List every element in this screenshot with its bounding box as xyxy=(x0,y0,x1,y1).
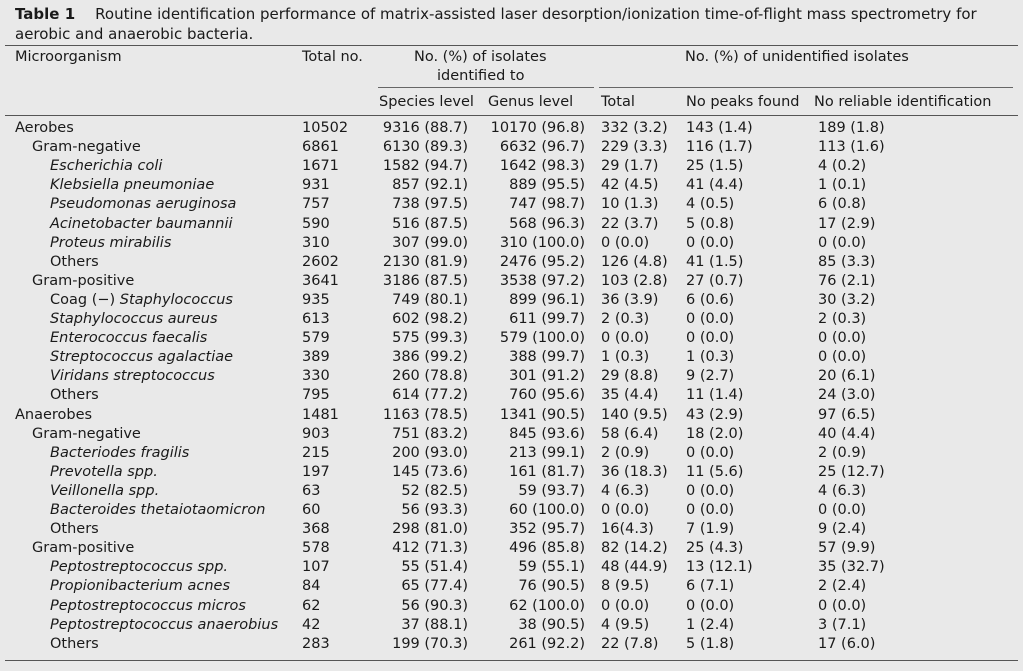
cell-unidentified-total: 103 (2.8) xyxy=(601,272,668,289)
header-total-no: Total no. xyxy=(302,49,363,65)
cell-unidentified-total: 0 (0.0) xyxy=(601,502,650,518)
cell-unidentified-total: 2 (0.3) xyxy=(601,311,650,327)
cell-no-peaks: 43 (2.9) xyxy=(686,406,744,423)
cell-species-level: 614 (77.2) xyxy=(392,387,468,404)
table-row xyxy=(0,348,1023,367)
cell-no-peaks: 6 (7.1) xyxy=(686,578,735,595)
cell-unidentified-total: 4 (9.5) xyxy=(601,616,650,633)
cell-microorganism: Escherichia coli xyxy=(50,158,163,175)
cell-genus-level: 59 (93.7) xyxy=(518,482,585,499)
cell-no-peaks: 1 (0.3) xyxy=(686,349,735,366)
cell-unidentified-total: 16(4.3) xyxy=(601,521,654,538)
cell-species-level: 1582 (94.7) xyxy=(382,158,468,175)
cell-species-level: 3186 (87.5) xyxy=(382,272,468,289)
cell-unidentified-total: 0 (0.0) xyxy=(601,234,650,251)
table-row xyxy=(0,195,1023,214)
cell-microorganism: Coag (−) Staphylococcus xyxy=(50,291,233,308)
cell-unidentified-total: 229 (3.3) xyxy=(601,139,668,156)
cell-total: 215 xyxy=(302,444,330,461)
cell-species-level: 145 (73.6) xyxy=(392,463,468,480)
cell-unidentified-total: 332 (3.2) xyxy=(601,120,668,136)
cell-total: 935 xyxy=(302,291,330,308)
cell-total: 62 xyxy=(302,597,321,614)
cell-microorganism: Prevotella spp. xyxy=(50,463,158,480)
cell-no-peaks: 0 (0.0) xyxy=(686,502,735,518)
cell-no-reliable: 113 (1.6) xyxy=(818,139,885,156)
cell-microorganism: Streptococcus agalactiae xyxy=(50,349,234,366)
cell-unidentified-total: 2 (0.9) xyxy=(601,444,650,461)
cell-species-level: 52 (82.5) xyxy=(401,482,468,499)
table-row xyxy=(0,329,1023,348)
cell-species-level: 56 (93.3) xyxy=(401,502,468,518)
cell-genus-level: 760 (95.6) xyxy=(509,387,585,404)
cell-microorganism: Others xyxy=(50,253,99,270)
cell-microorganism: Anaerobes xyxy=(15,406,93,423)
cell-no-reliable: 1 (0.1) xyxy=(818,177,867,194)
cell-microorganism: Bacteriodes fragilis xyxy=(50,444,190,461)
cell-no-peaks: 1 (2.4) xyxy=(686,616,735,633)
cell-total: 42 xyxy=(302,616,321,633)
cell-microorganism: Viridans streptococcus xyxy=(50,368,215,385)
cell-total: 63 xyxy=(302,482,321,499)
cell-no-peaks: 0 (0.0) xyxy=(686,444,735,461)
cell-no-reliable: 0 (0.0) xyxy=(818,502,867,518)
cell-species-level: 2130 (81.9) xyxy=(382,253,468,270)
table-row xyxy=(0,444,1023,463)
cell-no-reliable: 76 (2.1) xyxy=(818,272,876,289)
cell-no-peaks: 25 (4.3) xyxy=(686,540,744,557)
cell-total: 6861 xyxy=(302,139,339,156)
cell-species-level: 56 (90.3) xyxy=(401,597,468,614)
cell-unidentified-total: 35 (4.4) xyxy=(601,387,659,404)
cell-species-level: 412 (71.3) xyxy=(392,540,468,557)
cell-total: 84 xyxy=(302,578,321,595)
table-row xyxy=(0,291,1023,310)
cell-microorganism: Gram-positive xyxy=(32,540,135,557)
cell-genus-level: 899 (96.1) xyxy=(509,291,585,308)
cell-no-peaks: 0 (0.0) xyxy=(686,311,735,327)
table-row xyxy=(0,463,1023,482)
cell-unidentified-total: 8 (9.5) xyxy=(601,578,650,595)
cell-no-peaks: 18 (2.0) xyxy=(686,425,744,442)
cell-total: 60 xyxy=(302,502,321,518)
table-row xyxy=(0,310,1023,329)
cell-unidentified-total: 126 (4.8) xyxy=(601,253,668,270)
cell-microorganism: Gram-negative xyxy=(32,425,141,442)
cell-genus-level: 388 (99.7) xyxy=(509,349,585,366)
cell-no-reliable: 9 (2.4) xyxy=(818,521,867,538)
cell-total: 107 xyxy=(302,559,330,576)
cell-no-reliable: 2 (0.3) xyxy=(818,311,867,327)
cell-no-peaks: 0 (0.0) xyxy=(686,482,735,499)
cell-genus-level: 2476 (95.2) xyxy=(499,253,585,270)
cell-unidentified-total: 1 (0.3) xyxy=(601,349,650,366)
cell-no-peaks: 0 (0.0) xyxy=(686,234,735,251)
table-row xyxy=(0,272,1023,291)
cell-no-reliable: 0 (0.0) xyxy=(818,234,867,251)
cell-unidentified-total: 36 (3.9) xyxy=(601,291,659,308)
cell-no-peaks: 0 (0.0) xyxy=(686,597,735,614)
cell-species-level: 575 (99.3) xyxy=(392,330,468,347)
cell-no-reliable: 0 (0.0) xyxy=(818,330,867,347)
cell-microorganism: Others xyxy=(50,521,99,538)
cell-species-level: 857 (92.1) xyxy=(392,177,468,194)
cell-species-level: 751 (83.2) xyxy=(392,425,468,442)
table-row xyxy=(0,406,1023,425)
cell-no-peaks: 6 (0.6) xyxy=(686,291,735,308)
cell-microorganism: Gram-positive xyxy=(32,272,135,289)
cell-species-level: 386 (99.2) xyxy=(392,349,468,366)
cell-species-level: 55 (51.4) xyxy=(401,559,468,576)
cell-total: 368 xyxy=(302,521,330,538)
table-row xyxy=(0,520,1023,539)
table-row xyxy=(0,367,1023,386)
cell-total: 903 xyxy=(302,425,330,442)
cell-no-reliable: 6 (0.8) xyxy=(818,196,867,213)
table-row xyxy=(0,425,1023,444)
cell-no-reliable: 57 (9.9) xyxy=(818,540,876,557)
cell-no-peaks: 11 (1.4) xyxy=(686,387,744,404)
cell-microorganism: Enterococcus faecalis xyxy=(50,330,208,347)
cell-no-peaks: 4 (0.5) xyxy=(686,196,735,213)
cell-total: 2602 xyxy=(302,253,339,270)
cell-microorganism: Acinetobacter baumannii xyxy=(50,215,233,232)
cell-no-peaks: 0 (0.0) xyxy=(686,330,735,347)
cell-genus-level: 747 (98.7) xyxy=(509,196,585,213)
cell-no-peaks: 41 (1.5) xyxy=(686,253,744,270)
table-number: Table 1 xyxy=(15,5,76,23)
cell-no-reliable: 17 (6.0) xyxy=(818,635,876,652)
table-caption xyxy=(15,4,1015,44)
cell-genus-level: 845 (93.6) xyxy=(509,425,585,442)
table-row xyxy=(0,558,1023,577)
table-row xyxy=(0,597,1023,616)
cell-no-peaks: 7 (1.9) xyxy=(686,521,735,538)
cell-genus-level: 568 (96.3) xyxy=(509,215,585,232)
cell-no-reliable: 0 (0.0) xyxy=(818,349,867,366)
cell-no-reliable: 4 (0.2) xyxy=(818,158,867,175)
cell-no-reliable: 2 (2.4) xyxy=(818,578,867,595)
header-bottom-rule xyxy=(5,115,1018,116)
bottom-rule xyxy=(5,660,1018,661)
cell-microorganism: Bacteroides thetaiotaomicron xyxy=(50,502,266,518)
cell-genus-level: 38 (90.5) xyxy=(518,616,585,633)
cell-species-level: 749 (80.1) xyxy=(392,291,468,308)
cell-genus-level: 496 (85.8) xyxy=(509,540,585,557)
cell-unidentified-total: 0 (0.0) xyxy=(601,330,650,347)
top-rule xyxy=(5,45,1018,46)
cell-unidentified-total: 22 (7.8) xyxy=(601,635,659,652)
table-title: Routine identification performance of matrix-assisted laser desorption/ionization time-of-flight mass spectrometry for aerobic and anaerobic bacteria. xyxy=(15,5,977,43)
table-row xyxy=(0,386,1023,405)
cell-total: 1671 xyxy=(302,158,339,175)
cell-species-level: 738 (97.5) xyxy=(392,196,468,213)
cell-microorganism: Others xyxy=(50,635,99,652)
cell-unidentified-total: 82 (14.2) xyxy=(601,540,668,557)
cell-no-peaks: 9 (2.7) xyxy=(686,368,735,385)
cell-total: 613 xyxy=(302,311,330,327)
table-row xyxy=(0,539,1023,558)
cell-no-reliable: 17 (2.9) xyxy=(818,215,876,232)
table-row xyxy=(0,215,1023,234)
cell-total: 1481 xyxy=(302,406,339,423)
table-row xyxy=(0,138,1023,157)
cell-species-level: 516 (87.5) xyxy=(392,215,468,232)
cell-species-level: 298 (81.0) xyxy=(392,521,468,538)
cell-unidentified-total: 29 (1.7) xyxy=(601,158,659,175)
header-unidentified: No. (%) of unidentified isolates xyxy=(685,49,909,65)
cell-genus-level: 889 (95.5) xyxy=(509,177,585,194)
table-row xyxy=(0,176,1023,195)
cell-no-reliable: 85 (3.3) xyxy=(818,253,876,270)
cell-microorganism: Aerobes xyxy=(15,120,74,136)
header-group-rule-unidentified xyxy=(599,87,1013,88)
cell-no-reliable: 3 (7.1) xyxy=(818,616,867,633)
cell-microorganism: Pseudomonas aeruginosa xyxy=(50,196,237,213)
cell-species-level: 307 (99.0) xyxy=(392,234,468,251)
cell-microorganism: Klebsiella pneumoniae xyxy=(50,177,215,194)
cell-genus-level: 62 (100.0) xyxy=(509,597,585,614)
cell-microorganism: Veillonella spp. xyxy=(50,482,160,499)
cell-genus-level: 76 (90.5) xyxy=(518,578,585,595)
cell-no-reliable: 30 (3.2) xyxy=(818,291,876,308)
table-row xyxy=(0,119,1023,138)
cell-total: 795 xyxy=(302,387,330,404)
cell-species-level: 6130 (89.3) xyxy=(382,139,468,156)
cell-total: 757 xyxy=(302,196,330,213)
cell-no-peaks: 116 (1.7) xyxy=(686,139,753,156)
table-row xyxy=(0,234,1023,253)
cell-microorganism: Propionibacterium acnes xyxy=(50,578,231,595)
cell-no-peaks: 25 (1.5) xyxy=(686,158,744,175)
header-identified-line2: identified to xyxy=(437,68,525,84)
table-row xyxy=(0,501,1023,520)
cell-no-reliable: 35 (32.7) xyxy=(818,559,885,576)
cell-no-peaks: 5 (1.8) xyxy=(686,635,735,652)
cell-genus-level: 10170 (96.8) xyxy=(490,120,585,136)
cell-genus-level: 213 (99.1) xyxy=(509,444,585,461)
cell-unidentified-total: 29 (8.8) xyxy=(601,368,659,385)
header-identified-line1: No. (%) of isolates xyxy=(414,49,547,65)
cell-genus-level: 301 (91.2) xyxy=(509,368,585,385)
cell-total: 330 xyxy=(302,368,330,385)
header-no-reliable: No reliable identification xyxy=(814,94,992,110)
cell-total: 283 xyxy=(302,635,330,652)
table-row xyxy=(0,635,1023,654)
cell-species-level: 602 (98.2) xyxy=(392,311,468,327)
cell-total: 389 xyxy=(302,349,330,366)
table-row xyxy=(0,577,1023,596)
cell-genus-level: 161 (81.7) xyxy=(509,463,585,480)
cell-unidentified-total: 48 (44.9) xyxy=(601,559,668,576)
cell-no-reliable: 40 (4.4) xyxy=(818,425,876,442)
table-row xyxy=(0,616,1023,635)
header-no-peaks: No peaks found xyxy=(686,94,800,110)
cell-species-level: 65 (77.4) xyxy=(401,578,468,595)
cell-no-reliable: 20 (6.1) xyxy=(818,368,876,385)
cell-total: 931 xyxy=(302,177,330,194)
cell-species-level: 37 (88.1) xyxy=(401,616,468,633)
table-row xyxy=(0,253,1023,272)
cell-total: 197 xyxy=(302,463,330,480)
cell-genus-level: 352 (95.7) xyxy=(509,521,585,538)
header-total: Total xyxy=(601,94,635,110)
header-microorganism: Microorganism xyxy=(15,49,122,65)
cell-genus-level: 1642 (98.3) xyxy=(499,158,585,175)
cell-no-reliable: 0 (0.0) xyxy=(818,597,867,614)
cell-total: 3641 xyxy=(302,272,339,289)
cell-no-peaks: 5 (0.8) xyxy=(686,215,735,232)
cell-total: 10502 xyxy=(302,120,349,136)
cell-unidentified-total: 58 (6.4) xyxy=(601,425,659,442)
cell-species-level: 200 (93.0) xyxy=(392,444,468,461)
cell-microorganism: Gram-negative xyxy=(32,139,141,156)
cell-microorganism: Staphylococcus aureus xyxy=(50,311,218,327)
cell-genus-level: 59 (55.1) xyxy=(518,559,585,576)
cell-unidentified-total: 22 (3.7) xyxy=(601,215,659,232)
cell-no-peaks: 27 (0.7) xyxy=(686,272,744,289)
cell-genus-level: 6632 (96.7) xyxy=(499,139,585,156)
cell-genus-level: 611 (99.7) xyxy=(509,311,585,327)
genus-name-italic: Staphylococcus xyxy=(119,291,233,308)
cell-unidentified-total: 140 (9.5) xyxy=(601,406,668,423)
cell-unidentified-total: 36 (18.3) xyxy=(601,463,668,480)
cell-genus-level: 579 (100.0) xyxy=(499,330,585,347)
header-group-rule-identified xyxy=(378,87,594,88)
table-row xyxy=(0,157,1023,176)
cell-microorganism: Peptostreptococcus anaerobius xyxy=(50,616,279,633)
cell-no-reliable: 97 (6.5) xyxy=(818,406,876,423)
cell-unidentified-total: 10 (1.3) xyxy=(601,196,659,213)
cell-total: 310 xyxy=(302,234,330,251)
cell-microorganism: Proteus mirabilis xyxy=(50,234,172,251)
cell-microorganism: Peptostreptococcus spp. xyxy=(50,559,229,576)
cell-genus-level: 60 (100.0) xyxy=(509,502,585,518)
cell-no-reliable: 189 (1.8) xyxy=(818,120,885,136)
cell-no-reliable: 2 (0.9) xyxy=(818,444,867,461)
cell-no-peaks: 41 (4.4) xyxy=(686,177,744,194)
header-species-level: Species level xyxy=(379,94,474,110)
cell-no-peaks: 143 (1.4) xyxy=(686,120,753,136)
cell-total: 579 xyxy=(302,330,330,347)
cell-total: 578 xyxy=(302,540,330,557)
cell-no-reliable: 24 (3.0) xyxy=(818,387,876,404)
cell-microorganism: Others xyxy=(50,387,99,404)
cell-unidentified-total: 42 (4.5) xyxy=(601,177,659,194)
cell-genus-level: 3538 (97.2) xyxy=(499,272,585,289)
cell-species-level: 1163 (78.5) xyxy=(382,406,468,423)
cell-microorganism: Peptostreptococcus micros xyxy=(50,597,246,614)
cell-unidentified-total: 4 (6.3) xyxy=(601,482,650,499)
cell-unidentified-total: 0 (0.0) xyxy=(601,597,650,614)
cell-no-reliable: 25 (12.7) xyxy=(818,463,885,480)
cell-species-level: 260 (78.8) xyxy=(392,368,468,385)
header-genus-level: Genus level xyxy=(488,94,574,110)
cell-genus-level: 261 (92.2) xyxy=(509,635,585,652)
cell-no-peaks: 13 (12.1) xyxy=(686,559,753,576)
cell-species-level: 9316 (88.7) xyxy=(382,120,468,136)
cell-genus-level: 310 (100.0) xyxy=(499,234,585,251)
cell-species-level: 199 (70.3) xyxy=(392,635,468,652)
cell-genus-level: 1341 (90.5) xyxy=(499,406,585,423)
cell-no-reliable: 4 (6.3) xyxy=(818,482,867,499)
cell-total: 590 xyxy=(302,215,330,232)
table-row xyxy=(0,482,1023,501)
cell-no-peaks: 11 (5.6) xyxy=(686,463,744,480)
